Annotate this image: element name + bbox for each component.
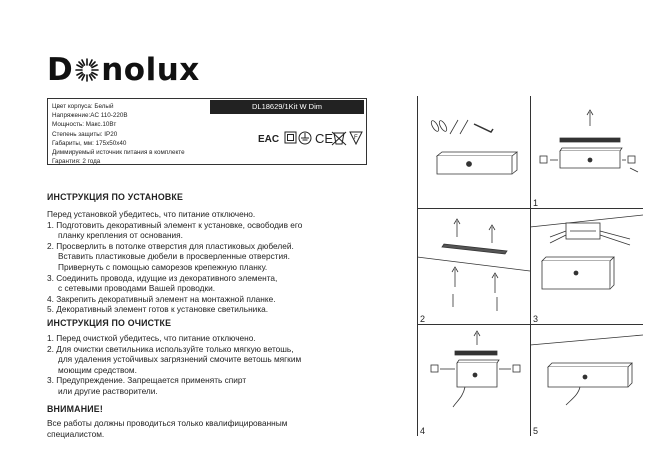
class-ii-icon bbox=[285, 132, 296, 143]
cleaning-text bbox=[47, 333, 301, 397]
figure-number: 4 bbox=[417, 426, 427, 436]
figure-number: 1 bbox=[530, 198, 540, 208]
figure-2 bbox=[417, 209, 530, 324]
fig1-drawing bbox=[417, 96, 530, 208]
weee-bin-icon bbox=[332, 132, 346, 145]
fig2-drawing bbox=[417, 209, 530, 324]
install-step: Привернуть с помощью саморезов крепежную планку. bbox=[58, 261, 268, 272]
figure-1 bbox=[417, 96, 530, 208]
install-intro: Перед установкой убедитесь, что питание отключено. bbox=[47, 209, 256, 219]
spec-line: Диммируемый источник питания в комплекте bbox=[52, 149, 185, 157]
triangle-f-icon bbox=[350, 132, 362, 144]
warning-text bbox=[47, 418, 287, 439]
warning-line: специалистом. bbox=[47, 428, 105, 439]
fig3-drawing bbox=[530, 209, 643, 324]
brand-logo bbox=[47, 52, 200, 88]
certification-icons bbox=[258, 129, 363, 147]
figure-number: 5 bbox=[530, 426, 540, 436]
figure-1b bbox=[530, 96, 643, 208]
cleaning-title: ИНСТРУКЦИЯ ПО ОЧИСТКЕ bbox=[47, 318, 172, 328]
spec-box bbox=[47, 98, 367, 165]
install-step: 3. Соединить провода, идущие из декоративного элемента, bbox=[47, 272, 278, 283]
install-step: Вставить пластиковые дюбели в просверленные отверстия. bbox=[58, 251, 290, 262]
cleaning-step: для удаления устойчивых загрязнений смочите ветошь мягким bbox=[58, 354, 302, 365]
cleaning-step: 1. Перед очисткой убедитесь, что питание отключено. bbox=[47, 333, 256, 343]
install-step: с сетевыми проводами Вашей проводки. bbox=[58, 283, 216, 294]
svg-text:F: F bbox=[354, 135, 358, 141]
install-text bbox=[47, 209, 302, 315]
figures-grid bbox=[417, 96, 643, 436]
sun-burst-icon bbox=[74, 57, 100, 83]
spec-line: Напряжение:AC 110-220В bbox=[52, 112, 128, 120]
spec-line: Гарантия: 2 года bbox=[52, 158, 101, 166]
model-number: DL18629/1Kit W Dim bbox=[210, 100, 364, 114]
cleaning-step: 2. Для очистки светильника используйте только мягкую ветошь, bbox=[47, 343, 294, 354]
spec-line: Мощность: Макс.10Вт bbox=[52, 121, 117, 129]
eac-icon: EAC bbox=[258, 134, 280, 145]
spec-line: Цвет корпуса: Белый bbox=[52, 103, 114, 110]
figure-number: 2 bbox=[417, 314, 427, 324]
install-step: 2. Просверлить в потолке отверстия для пластиковых дюбелей. bbox=[47, 240, 294, 251]
install-step: 5. Декоративный элемент готов к установке светильника. bbox=[47, 304, 269, 315]
fig5-drawing bbox=[530, 325, 643, 436]
figure-5 bbox=[530, 325, 643, 436]
logo-prefix: D bbox=[47, 52, 74, 88]
ce-icon: CE bbox=[315, 131, 334, 146]
install-title: ИНСТРУКЦИЯ ПО УСТАНОВКЕ bbox=[47, 192, 184, 202]
logo-suffix: nolux bbox=[101, 52, 200, 88]
cleaning-step: моющим средством. bbox=[58, 364, 137, 375]
install-step: 1. Подготовить декоративный элемент к установке, освободив его bbox=[47, 219, 303, 230]
figure-number: 3 bbox=[530, 314, 540, 324]
warning-title: ВНИМАНИЕ! bbox=[47, 404, 103, 414]
warning-line: Все работы должны проводиться только квалифицированным bbox=[47, 418, 288, 428]
fig1b-drawing bbox=[530, 96, 643, 208]
fig4-drawing bbox=[417, 325, 530, 436]
cleaning-step: 3. Предупреждение. Запрещается применять спирт bbox=[47, 375, 247, 386]
cleaning-step: или другие растворители. bbox=[58, 385, 158, 396]
spec-lines bbox=[52, 102, 185, 166]
spec-line: Степень защиты: IP20 bbox=[52, 130, 118, 138]
figure-4 bbox=[417, 325, 530, 436]
install-step: 4. Закрепить декоративный элемент на монтажной планке. bbox=[47, 293, 276, 304]
install-step: планку крепления от основания. bbox=[58, 230, 183, 241]
spec-line: Габариты, мм: 175x50x40 bbox=[52, 139, 127, 147]
ground-icon bbox=[299, 132, 311, 144]
figure-3 bbox=[530, 209, 643, 324]
